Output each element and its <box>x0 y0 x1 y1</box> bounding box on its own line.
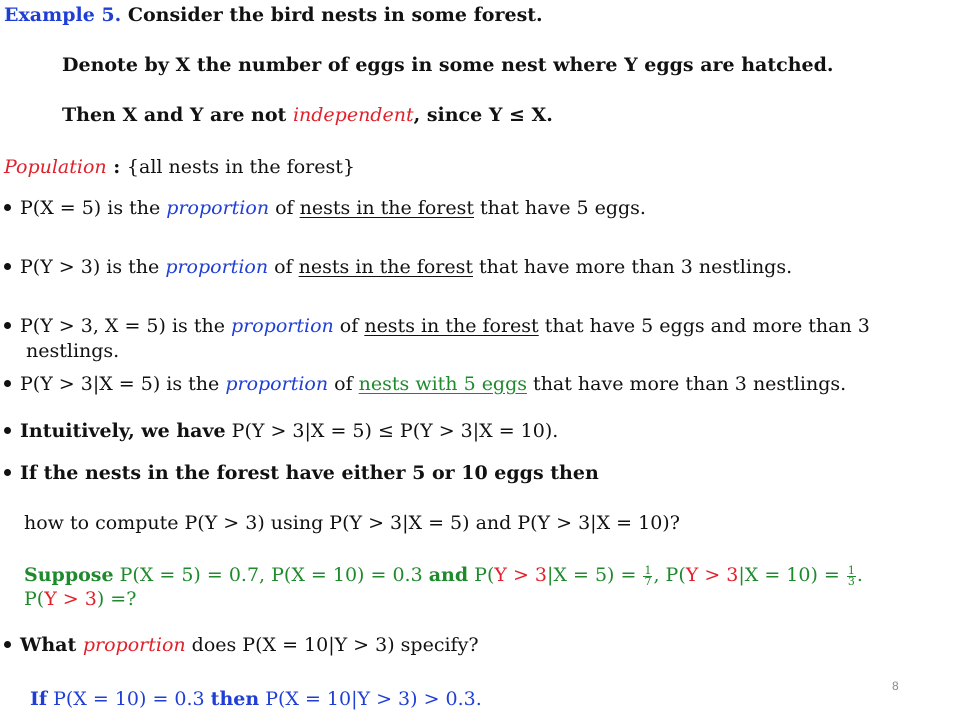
bullet-icon <box>4 641 11 648</box>
question-line <box>4 462 599 484</box>
suppose-p1: P(X = 5) = 0.7, P(X = 10) = 0.3 <box>113 564 429 586</box>
example-definition: Denote by X the number of eggs in some nest where Y eggs are hatched. <box>62 54 834 76</box>
fraction-numerator: 1 <box>847 563 855 577</box>
question-continuation: how to compute P(Y > 3) using P(Y > 3|X = 5) and P(Y > 3|X = 10)? <box>24 512 680 534</box>
event-highlight: Y > 3 <box>494 564 548 586</box>
answer-line <box>30 688 482 710</box>
fraction-one-third <box>847 563 856 588</box>
example-label: Example 5. <box>4 4 122 26</box>
dependence-text-a: Then X and Y are not <box>62 104 293 126</box>
bullet-mid: of <box>333 315 365 337</box>
independent-word: independent <box>292 104 414 126</box>
example-dependence <box>62 104 553 126</box>
bullet-post: that have 5 eggs and more than 3 <box>538 315 870 337</box>
event-highlight: Y > 3 <box>44 588 97 610</box>
bullet-continuation: nestlings. <box>26 340 120 362</box>
bullet-mid: of <box>268 256 299 278</box>
question2-pre: What <box>20 634 83 656</box>
question2-post: does P(X = 10|Y > 3) specify? <box>185 634 479 656</box>
fraction-numerator: 1 <box>644 563 652 577</box>
bullet-post: that have 5 eggs. <box>473 197 646 219</box>
suppose-q-a: P( <box>24 588 45 610</box>
dependence-text-b: , since Y ≤ X. <box>413 104 553 126</box>
suppose-line <box>24 564 863 587</box>
proportion-word: proportion <box>82 634 186 656</box>
population-colon: : <box>106 156 127 178</box>
suppose-p3b: |X = 10) = <box>738 564 846 586</box>
underlined-phrase: nests in the forest <box>298 256 473 278</box>
answer-condition: P(X = 10) = 0.3 <box>47 688 211 710</box>
bullet-icon <box>4 469 11 476</box>
event-highlight: Y > 3 <box>685 564 739 586</box>
population-set: {all nests in the forest} <box>126 156 355 178</box>
suppose-p2a: P( <box>468 564 495 586</box>
fraction-denominator: 7 <box>644 574 652 588</box>
bullet-post: that have more than 3 nestlings. <box>473 256 793 278</box>
question2-line <box>4 634 479 656</box>
suppose-p2b: |X = 5) = <box>547 564 643 586</box>
suppose-end: . <box>856 564 863 586</box>
if-word: If <box>30 688 48 710</box>
bullet-icon <box>4 427 11 434</box>
bullet-item <box>4 315 870 337</box>
bullet-pre: P(Y > 3|X = 5) is the <box>20 373 226 395</box>
bullet-pre: P(Y > 3, X = 5) is the <box>20 315 231 337</box>
example-intro: Consider the bird nests in some forest. <box>121 4 543 26</box>
suppose-q-b: ) =? <box>96 588 137 610</box>
proportion-word: proportion <box>225 373 329 395</box>
underlined-phrase: nests in the forest <box>299 197 474 219</box>
suppose-word: Suppose <box>24 564 114 586</box>
underlined-phrase: nests in the forest <box>364 315 539 337</box>
bullet-icon <box>4 380 11 387</box>
bullet-mid: of <box>328 373 359 395</box>
bullet-pre: P(X = 5) is the <box>20 197 167 219</box>
intuition-line <box>4 420 558 442</box>
bullet-pre: P(Y > 3) is the <box>20 256 166 278</box>
population-line <box>4 156 355 178</box>
page-number: 8 <box>892 679 899 693</box>
bullet-mid: of <box>269 197 300 219</box>
bullet-icon <box>4 322 11 329</box>
bullet-icon <box>4 204 11 211</box>
bullet-item <box>4 373 846 395</box>
example-line <box>4 4 543 26</box>
bullet-item <box>4 197 646 219</box>
fraction-denominator: 3 <box>847 574 855 588</box>
bullet-item <box>4 256 792 278</box>
intuition-label: Intuitively, we have <box>20 420 226 442</box>
underlined-phrase: nests with 5 eggs <box>358 373 528 395</box>
population-label: Population <box>4 156 107 178</box>
proportion-word: proportion <box>165 256 269 278</box>
suppose-p3a: , P( <box>653 564 686 586</box>
proportion-word: proportion <box>231 315 334 337</box>
and-word: and <box>428 564 469 586</box>
suppose-question <box>24 588 136 610</box>
answer-result: P(X = 10|Y > 3) > 0.3. <box>259 688 482 710</box>
question-text: If the nests in the forest have either 5 or 10 eggs then <box>20 462 599 484</box>
bullet-icon <box>4 263 11 270</box>
intuition-formula: P(Y > 3|X = 5) ≤ P(Y > 3|X = 10). <box>225 420 559 442</box>
proportion-word: proportion <box>166 197 270 219</box>
bullet-post: that have more than 3 nestlings. <box>527 373 847 395</box>
fraction-one-seventh <box>643 563 652 588</box>
then-word: then <box>210 688 260 710</box>
